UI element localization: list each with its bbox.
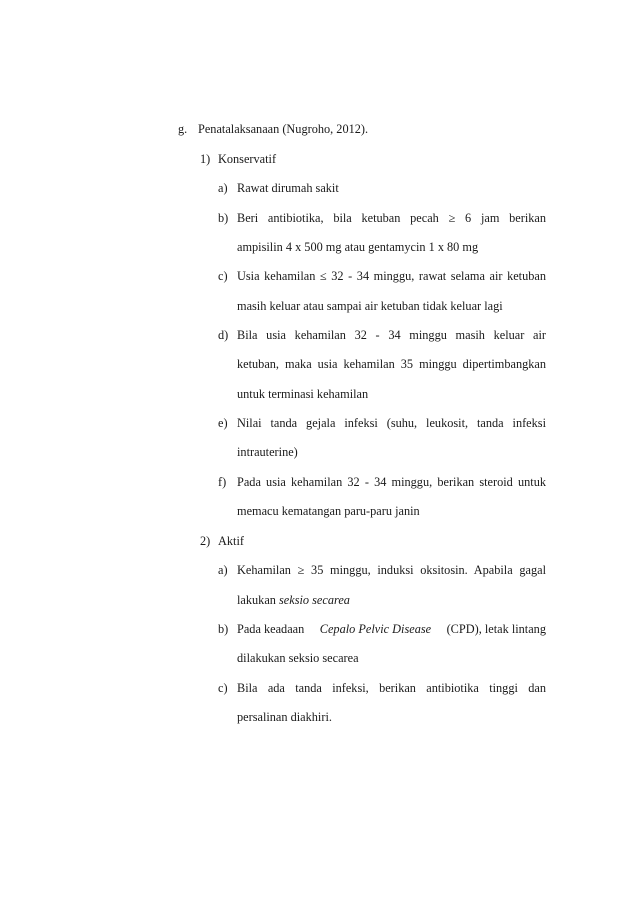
subsection-title-conservative: Konservatif bbox=[218, 152, 277, 166]
list-item-text: Bila ada tanda infeksi, berikan antibiotika tinggi dan bbox=[237, 681, 546, 695]
italic-term: seksio secarea bbox=[279, 593, 350, 607]
list-item-marker: a) bbox=[218, 563, 228, 577]
list-item-marker: c) bbox=[218, 681, 228, 695]
list-item-text: memacu kematangan paru-paru janin bbox=[237, 504, 420, 518]
list-item-marker: b) bbox=[218, 211, 229, 225]
list-item-marker: c) bbox=[218, 269, 228, 283]
subsection-marker-active: 2) bbox=[200, 534, 211, 548]
list-item-text: Rawat dirumah sakit bbox=[237, 181, 339, 195]
section-marker: g. bbox=[178, 122, 188, 136]
list-item-text: Bila usia kehamilan 32 - 34 minggu masih keluar air bbox=[237, 328, 546, 342]
list-item-text: dilakukan seksio secarea bbox=[237, 651, 359, 665]
list-item-text: Beri antibiotika, bila ketuban pecah ≥ 6 jam berikan bbox=[237, 211, 546, 225]
italic-term: Cepalo Pelvic Disease bbox=[319, 622, 432, 636]
list-item-text: lakukan seksio secarea bbox=[237, 593, 350, 607]
list-item-marker: d) bbox=[218, 328, 229, 342]
list-item-marker: f) bbox=[218, 475, 227, 489]
list-item-text: persalinan diakhiri. bbox=[237, 710, 332, 724]
list-item-text: ampisilin 4 x 500 mg atau gentamycin 1 x 80 mg bbox=[237, 240, 479, 254]
section-title: Penatalaksanaan (Nugroho, 2012). bbox=[198, 122, 369, 136]
list-item-text: ketuban, maka usia kehamilan 35 minggu dipertimbangkan bbox=[237, 357, 546, 371]
subsection-marker-conservative: 1) bbox=[200, 152, 211, 166]
list-item-text: Pada keadaan Cepalo Pelvic Disease (CPD), letak lintang bbox=[237, 622, 546, 636]
list-item-text: intrauterine) bbox=[237, 445, 298, 459]
list-item-text: untuk terminasi kehamilan bbox=[237, 387, 369, 401]
list-item-text: Usia kehamilan ≤ 32 - 34 minggu, rawat selama air ketuban bbox=[237, 269, 546, 283]
list-item-text: masih keluar atau sampai air ketuban tidak keluar lagi bbox=[237, 299, 503, 313]
list-item-marker: b) bbox=[218, 622, 229, 636]
list-item-text: Pada usia kehamilan 32 - 34 minggu, berikan steroid untuk bbox=[237, 475, 546, 489]
list-item-text: Kehamilan ≥ 35 minggu, induksi oksitosin. Apabila gagal bbox=[237, 563, 546, 577]
subsection-title-active: Aktif bbox=[218, 534, 244, 548]
list-item-text: Nilai tanda gejala infeksi (suhu, leukosit, tanda infeksi bbox=[237, 416, 546, 430]
list-item-marker: a) bbox=[218, 181, 228, 195]
list-item-marker: e) bbox=[218, 416, 228, 430]
